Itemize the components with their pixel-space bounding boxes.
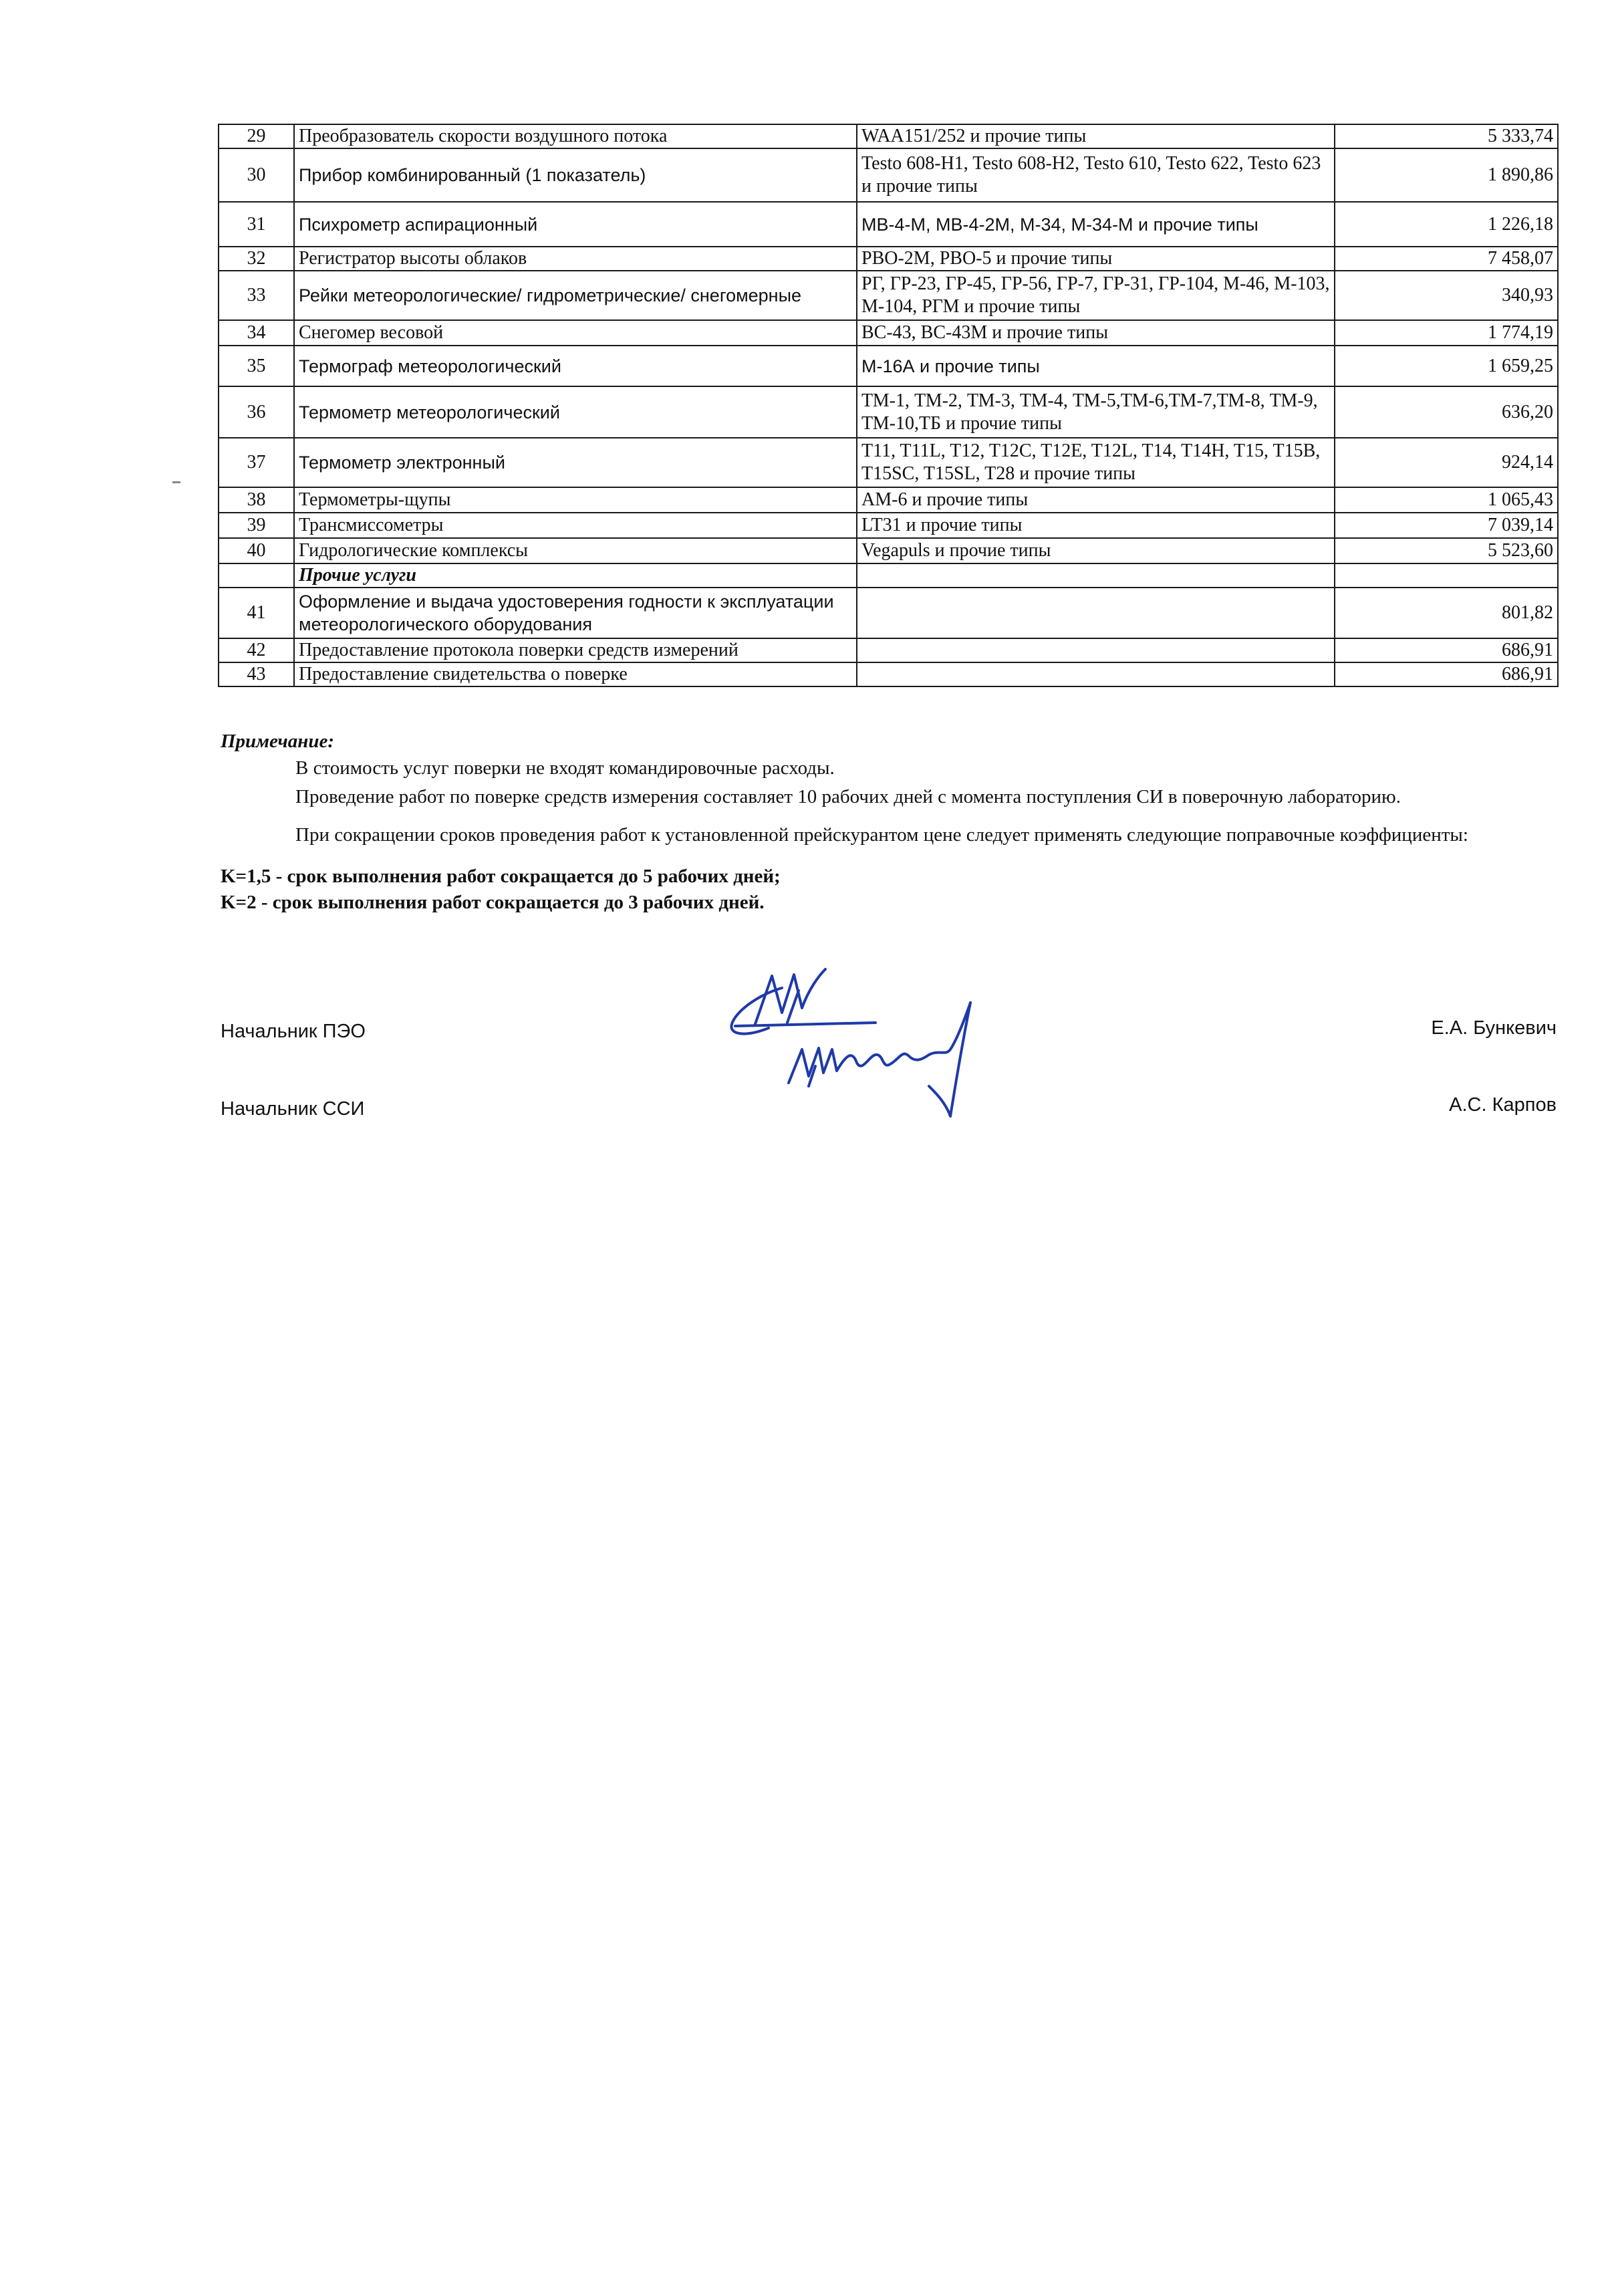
- row-number: 31: [219, 202, 294, 247]
- row-types: [857, 638, 1335, 662]
- table-row: [219, 438, 1558, 487]
- row-number: 36: [219, 386, 294, 438]
- row-number: 38: [219, 487, 294, 513]
- table-row: [219, 538, 1558, 563]
- row-name: Термометры-щупы: [294, 487, 857, 513]
- table-row: [219, 124, 1558, 148]
- section-title: Прочие услуги: [294, 563, 857, 588]
- row-number: 39: [219, 513, 294, 538]
- row-name: Психрометр аспирационный: [294, 202, 857, 247]
- row-types: РВО-2М, РВО-5 и прочие типы: [857, 247, 1335, 271]
- row-name: Оформление и выдача удостоверения годности к эксплуатации метеорологического оборудования: [294, 588, 857, 638]
- signatory-name-2: А.С. Карпов: [1449, 1094, 1557, 1116]
- signatory-name-1: Е.А. Бункевич: [1431, 1017, 1557, 1039]
- row-number: 42: [219, 638, 294, 662]
- row-name: Преобразователь скорости воздушного потока: [294, 124, 857, 148]
- row-name: Термометр электронный: [294, 438, 857, 487]
- row-name: Прибор комбинированный (1 показатель): [294, 148, 857, 202]
- table-row: [219, 487, 1558, 513]
- signatory-role-2: Начальник ССИ: [221, 1098, 365, 1120]
- row-price: 686,91: [1335, 638, 1558, 662]
- row-price: 1 226,18: [1335, 202, 1558, 247]
- row-price: 636,20: [1335, 386, 1558, 438]
- table-row: [219, 638, 1558, 662]
- row-price: 801,82: [1335, 588, 1558, 638]
- table-row: [219, 588, 1558, 638]
- row-number: 29: [219, 124, 294, 148]
- scan-mark: [172, 481, 180, 483]
- section-empty-cell: [219, 563, 294, 588]
- row-price: 1 890,86: [1335, 148, 1558, 202]
- row-price: 1 774,19: [1335, 320, 1558, 346]
- row-types: МВ-4-М, МВ-4-2М, М-34, М-34-М и прочие типы: [857, 202, 1335, 247]
- note-line-2: Проведение работ по поверке средств измерения составляет 10 рабочих дней с момента поступления СИ в поверочную лабораторию.: [295, 786, 1401, 807]
- table-row: [219, 148, 1558, 202]
- row-types: [857, 588, 1335, 638]
- table-row: [219, 271, 1558, 320]
- row-types: ВС-43, ВС-43М и прочие типы: [857, 320, 1335, 346]
- row-number: 40: [219, 538, 294, 563]
- row-price: 1 659,25: [1335, 346, 1558, 386]
- row-name: Снегомер весовой: [294, 320, 857, 346]
- row-number: 43: [219, 662, 294, 686]
- row-name: Гидрологические комплексы: [294, 538, 857, 563]
- row-price: 686,91: [1335, 662, 1558, 686]
- section-empty-cell: [1335, 563, 1558, 588]
- row-name: Рейки метеорологические/ гидрометрические/ снегомерные: [294, 271, 857, 320]
- row-name: Трансмиссометры: [294, 513, 857, 538]
- table-row: [219, 662, 1558, 686]
- row-price: 340,93: [1335, 271, 1558, 320]
- row-types: WAA151/252 и прочие типы: [857, 124, 1335, 148]
- note-title: Примечание:: [221, 731, 335, 752]
- row-price: 5 333,74: [1335, 124, 1558, 148]
- price-table: [218, 124, 1559, 687]
- row-types: РГ, ГР-23, ГР-45, ГР-56, ГР-7, ГР-31, ГР-104, М-46, М-103, М-104, РГМ и прочие типы: [857, 271, 1335, 320]
- row-price: 924,14: [1335, 438, 1558, 487]
- row-name: Предоставление протокола поверки средств измерений: [294, 638, 857, 662]
- row-name: Термометр метеорологический: [294, 386, 857, 438]
- row-types: Testo 608-H1, Testo 608-H2, Testo 610, Testo 622, Testo 623 и прочие типы: [857, 148, 1335, 202]
- coefficient-1: K=1,5 - срок выполнения работ сокращается до 5 рабочих дней;: [221, 866, 781, 887]
- row-price: 7 458,07: [1335, 247, 1558, 271]
- row-price: 5 523,60: [1335, 538, 1558, 563]
- table-row: [219, 386, 1558, 438]
- table-row: [219, 320, 1558, 346]
- row-types: [857, 662, 1335, 686]
- row-name: Термограф метеорологический: [294, 346, 857, 386]
- table-row: [219, 202, 1558, 247]
- row-number: 30: [219, 148, 294, 202]
- table-row: [219, 346, 1558, 386]
- table-row: [219, 247, 1558, 271]
- row-types: T11, T11L, T12, T12C, T12E, T12L, T14, T14H, T15, T15B, T15SC, T15SL, T28 и прочие типы: [857, 438, 1335, 487]
- coefficient-2: K=2 - срок выполнения работ сокращается до 3 рабочих дней.: [221, 892, 765, 913]
- note-line-1: В стоимость услуг поверки не входят командировочные расходы.: [295, 757, 835, 779]
- row-types: АМ-6 и прочие типы: [857, 487, 1335, 513]
- row-types: LT31 и прочие типы: [857, 513, 1335, 538]
- table-row: [219, 513, 1558, 538]
- row-types: М-16А и прочие типы: [857, 346, 1335, 386]
- row-number: 34: [219, 320, 294, 346]
- row-price: 1 065,43: [1335, 487, 1558, 513]
- handwritten-signatures: [708, 949, 1056, 1136]
- row-number: 37: [219, 438, 294, 487]
- row-number: 35: [219, 346, 294, 386]
- row-types: Vegapuls и прочие типы: [857, 538, 1335, 563]
- section-empty-cell: [857, 563, 1335, 588]
- signatory-role-1: Начальник ПЭО: [221, 1021, 366, 1042]
- row-name: Регистратор высоты облаков: [294, 247, 857, 271]
- row-number: 33: [219, 271, 294, 320]
- row-number: 32: [219, 247, 294, 271]
- row-name: Предоставление свидетельства о поверке: [294, 662, 857, 686]
- row-types: ТМ-1, ТМ-2, ТМ-3, ТМ-4, ТМ-5,ТМ-6,ТМ-7,ТМ-8, ТМ-9, ТМ-10,ТБ и прочие типы: [857, 386, 1335, 438]
- row-number: 41: [219, 588, 294, 638]
- section-row: [219, 563, 1558, 588]
- note-line-3: При сокращении сроков проведения работ к установленной прейскурантом цене следует применять следующие поправочные коэффициенты:: [295, 824, 1468, 846]
- row-price: 7 039,14: [1335, 513, 1558, 538]
